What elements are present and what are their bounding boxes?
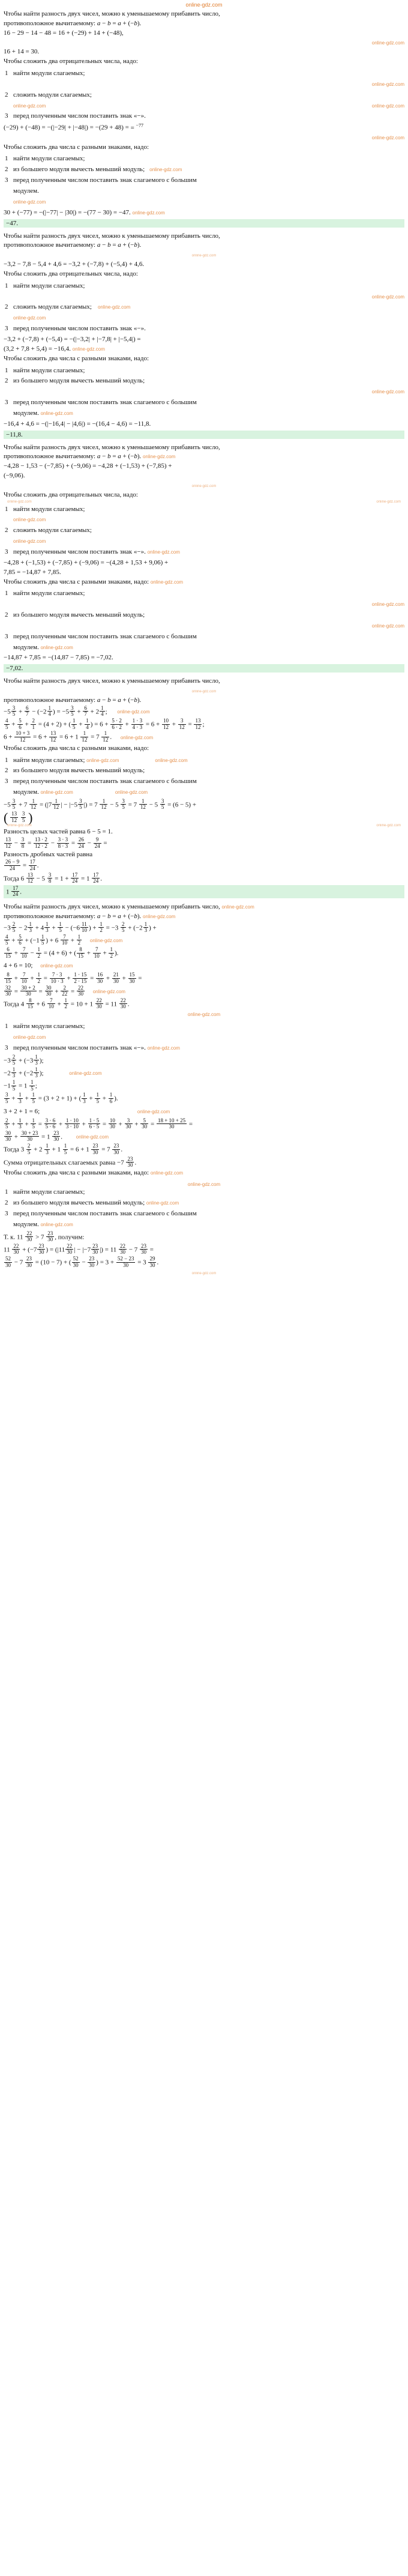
fraction-calc-24: Т. к. 11 $\frac{22}{30}$ > 7 $\frac{23}{30}$ , получим: [4,1230,85,1243]
step-item: модулем. online-gdz.com [13,643,73,651]
fraction-calc-23: Тогда 3 $\frac{2}{5}$ + 2 $\frac{1}{3}$ + 1 $\frac{1}{5}$ = 6 + 1 $\frac{23}{30}$ = 7 $\frac{23}{30}$ . [4,1143,123,1155]
step-item: 2 сложить модули слагаемых; online-gdz.com [5,303,131,311]
step-item: 2 из большего модуля вычесть меньший модуль; [5,767,145,775]
step-item: 2 из большего модуля вычесть меньший модуль; online-gdz.com [5,1199,179,1207]
step-item: 1 найти модули слагаемых; [5,505,85,513]
step-item: 1 найти модули слагаемых; [5,1188,85,1196]
fraction-calc-20: 3 + 2 + 1 = 6; online-gdz.com [4,1107,170,1115]
intro-line: противоположное вычитаемому: a − b = a + (−b). [4,19,142,27]
step-watermark-row: online-gdz.com [371,81,404,87]
calc-line: −3,2 − 7,8 − 5,4 + 4,6 = −3,2 + (−7,8) + (−5,4) + 4,6. [4,261,145,268]
fraction-calc-3: 6 + $\frac{10 + 3}{12}$ = 6 + $\frac{13}{12}$ = 6 + 1 $\frac{1}{12}$ = 7 $\frac{1}{12}$ . online-gdz.com [4,730,154,743]
watermark: online-gdz.com [371,40,404,46]
watermark: online-gdz.com [191,690,217,694]
answer-highlight: −47. [4,219,404,228]
step-item: 1 найти модули слагаемых; [5,366,85,374]
fraction-calc-4: −5 $\frac{3}{5}$ + 7 $\frac{1}{12}$ = (|7 $\frac{1}{12}$ | − |−5 $\frac{3}{5}$ |) = 7 $\frac{1}{12}$ − 5 $\frac{3}{5}$ = 7 $\frac{1}{12}$ − 5 $\frac{3}{5}$ = (6 − 5) + [4,797,197,811]
steps-list [4,589,404,652]
step-item: модулем. online-gdz.com online-gdz.com [13,788,148,796]
calc-line: −16,4 + 4,6 = −(|−16,4| − |4,6|) = −(16,4 − 4,6) = −11,8. [4,420,151,428]
step-item: модулем. [13,187,39,195]
fraction-calc-26: $\frac{52}{30}$ − 7 $\frac{23}{30}$ = (10 − 7) + ( $\frac{52}{30}$ − $\frac{23}{30}$ ) = 3 + $\frac{52 - 23}{30}$ = 3 $\frac{29}{30}$ . [5,1256,159,1268]
intro-line: противоположное вычитаемому: a − b = a + (−b). online-gdz.com [4,453,176,461]
rule-line: Чтобы сложить два отрицательных числа, надо: [4,491,138,498]
step-watermark-row: online-gdz.com [371,389,404,395]
calc-line: 30 + (−77) = −(|−77| − |30|) = −(77 − 30) = −47. online-gdz.com [4,208,165,216]
step-item: 2 сложить модули слагаемых; [5,91,92,98]
rule-line: Чтобы сложить два числа с разными знаками, надо: online-gdz.com [4,578,184,585]
fraction-calc-10: $\frac{4}{5}$ + $\frac{5}{6}$ + (−1 $\frac{1}{5}$ ) + 6 $\frac{7}{10}$ + $\frac{1}{2}$ online-gdz.com [5,933,123,946]
calc-line: (3,2 + 7,8 + 5,4) = −16,4. online-gdz.com [4,345,105,352]
fraction-calc-14: $\frac{32}{30}$ = $\frac{30 + 2}{30}$ = $\frac{30}{30}$ + $\frac{2}{22}$ = $\frac{22}{30}$ online-gdz.com [5,984,125,997]
steps-list [4,1188,404,1229]
intro-line: Чтобы найти разность двух чисел, можно к уменьшаемому прибавить число, [4,443,220,451]
fraction-calc-7: $\frac{26 - 9}{24}$ = $\frac{17}{24}$ . [5,859,39,871]
step-item: 1 найти модули слагаемых; [5,155,85,163]
section-5: Чтобы найти разность двух чисел, можно к уменьшаемому прибавить число, online-gdz.com противоположное вычитаемому: a − b = a + (−b). online-gdz.com −3 $\frac{2}{5}$ − 2 $\frac{1}{3}$ + 4 $\frac{1}{3}$ + $\frac{1}{5}$ − (−6 $\frac{11}{10}$ ) + $\frac{1}{2}$ = −3 $\frac{2}{5}$ + (−2 $\frac{1}{3}$ ) + $\frac{4}{5}$ + $\frac{5}{6}$ + (−1 $\frac{1}{5}$ ) + 6 $\frac{7}{10}$ + $\frac{1}{2}$ online-gdz.com $\frac{6}{15}$ + $\frac{7}{10}$ − $\frac{1}{2}$ = (4 + 6) + ( $\frac{8}{15}$ + $\frac{7}{10}$ + $\frac{1}{2}$ ). 4 + 6 = 10; online-gdz.com $\frac{8}{15}$ + $\frac{7}{10}$ + $\frac{1}{2}$ = $\frac{7 \cdot 3}{10 \cdot 3}$ + $\frac{1 \cdot 15}{2 \cdot 15}$ = $\frac{16}{30}$ + $\frac{21}{30}$ + $\frac{15}{30}$ = $\frac{32}{30}$ = $\frac{30 + 2}{30}$ = $\frac{30}{30}$ + $\frac{2}{22}$ = $\frac{22}{30}$ online-gdz.com Тогда 4 $\frac{8}{15}$ + 6 $\frac{7}{10}$ + $\frac{1}{2}$ = 10 + 1 $\frac{22}{30}$ = 11 $\frac{22}{30}$ . online-gdz.com [0,902,408,1018]
section-6: 1 найти модули слагаемых; online-gdz.com 3 перед полученным числом поставить знак «−». online-gdz.com −3 $\frac{2}{5}$ + (−3 $\frac{1}{3}$ ); −2 $\frac{1}{3}$ + (−2 $\frac{1}{3}$ ); online-gdz.com −1 $\frac{1}{5}$ = 1 $\frac{1}{5}$ ; $\frac{3}{5}$ + $\frac{1}{3}$ + $\frac{1}{5}$ = (3 + 2 + 1) + ( $\frac{1}{3}$ + $\frac{1}{5}$ + $\frac{1}{6}$ ). 3 + 2 + 1 = 6; online-gdz.com $\frac{2}{5}$ + $\frac{1}{3}$ + $\frac{1}{5}$ = $\frac{3 \cdot 6}{5 \cdot 6}$ + $\frac{1 \cdot 10}{3 \cdot 10}$ + $\frac{1 \cdot 5}{6 \cdot 5}$ = $\frac{10}{30}$ + $\frac{3}{30}$ + $\frac{5}{30}$ = $\frac{18 + 10 + 25}{30}$ = $\frac{30}{30}$ + $\frac{30 + 23}{30}$ = 1 $\frac{23}{30}$ . online-gdz.com Тогда 3 $\frac{2}{5}$ + 2 $\frac{1}{3}$ + 1 $\frac{1}{5}$ = 6 + 1 $\frac{23}{30}$ = 7 $\frac{23}{30}$ . Сумма отрицательных слагаемых равна −7 $\frac{23}{30}$ . Чтобы сложить два числа с разными знаками, надо: online-gdz.com online-gdz.com 1 найти модули слагаемых; 2 из большего модуля вычесть меньший модуль; online-gdz.com 3 перед полученным числом поставить знак слагаемого с большим модулем. online-gdz.com Т. к. 11 $\frac{22}{30}$ > 7 $\frac{23}{30}$ , получим: 11 $\frac{22}{30}$ + (−7 $\frac{23}{30}$ ) = (|11 $\frac{22}{30}$ | − |−7 $\frac{23}{30}$ |) = 11 $\frac{22}{30}$ − 7 $\frac{23}{30}$ = $\frac{52}{30}$ − 7 $\frac{23}{30}$ = (10 − 7) + ( $\frac{52}{30}$ − $\frac{23}{30}$ ) = 3 + $\frac{52 - 23}{30}$ = 3 $\frac{29}{30}$ . online-gdz.com [0,1021,408,1277]
steps-list [4,282,404,333]
step-item: online-gdz.com [13,1034,46,1040]
text-line: Сумма отрицательных слагаемых равна −7 $\frac{23}{30}$ . [4,1155,137,1168]
step-item: 1 найти модули слагаемых; [5,282,85,289]
answer-highlight: −11,8. [4,431,404,439]
text-line: Разность дробных частей равна [4,850,93,858]
answer-highlight: 1 $\frac{17}{24}$ . [4,885,404,898]
fraction-calc-21: $\frac{2}{5}$ + $\frac{1}{3}$ + $\frac{1}{5}$ = $\frac{3 \cdot 6}{5 \cdot 6}$ + $\frac{1 \cdot 10}{3 \cdot 10}$ + $\frac{1 \cdot 5}{6 \cdot 5}$ = $\frac{10}{30}$ + $\frac{3}{30}$ + $\frac{5}{30}$ = $\frac{18 + 10 + 25}{30}$ = [5,1117,193,1130]
step-item: 3 перед полученным числом поставить знак «−». [5,112,146,120]
rule-line: Чтобы сложить два числа с разными знаками, надо: [4,143,149,151]
step-item: 2 из большего модуля вычесть меньший модуль; online-gdz.com [5,166,182,174]
section-4: Чтобы найти разность двух чисел, можно к уменьшаемому прибавить число, online-gdz.com противоположное вычитаемому: a − b = a + (−b). −5 $\frac{3}{5}$ + $\frac{6}{7}$ − (−2 $\frac{1}{4}$ ) = −5 $\frac{3}{5}$ + $\frac{6}{7}$ + 2 $\frac{1}{4}$ ; online-gdz.com $\frac{4}{5}$ + $\frac{5}{6}$ + $\frac{2}{1}$ = (4 + 2) + ( $\frac{1}{5}$ + $\frac{1}{4}$ ) = 6 + $\frac{5 \cdot 2}{6 \cdot 2}$ + $\frac{1 \cdot 3}{4 \cdot 3}$ = 6 + $\frac{10}{12}$ + $\frac{3}{12}$ = $\frac{13}{12}$ ; 6 + $\frac{10 + 3}{12}$ = 6 + $\frac{13}{12}$ = 6 + 1 $\frac{1}{12}$ = 7 $\frac{1}{12}$ . online-gdz.com Чтобы сложить два числа с разными знаками, надо: 1 найти модули слагаемых; online-gdz.com online-gdz.com 2 из большего модуля вычесть меньший модуль; 3 перед полученным числом поставить знак слагаемого с большим модулем. online-gdz.com online-gdz.com −5 $\frac{3}{5}$ + 7 $\frac{1}{12}$ = (|7 $\frac{1}{12}$ | − |−5 $\frac{3}{5}$ |) = 7 $\frac{1}{12}$ − 5 $\frac{3}{5}$ = 7 $\frac{1}{12}$ − 5 $\frac{3}{5}$ = (6 − 5) + ( $\frac{13}{12}$ $\frac{3}{5}$ ) online-gdz.com online-gdz.com Разность целых частей равна 6 − 5 = 1. $\frac{13}{12}$ − $\frac{3}{8}$ = $\frac{13 \cdot 2}{12 \cdot 2}$ − $\frac{3 \cdot 3}{8 \cdot 3}$ = $\frac{26}{24}$ − $\frac{9}{24}$ = Разность дробных частей равна $\frac{26 - 9}{24}$ = $\frac{17}{24}$ . Тогда 6 $\frac{13}{12}$ − 5 $\frac{3}{8}$ = 1 + $\frac{17}{24}$ = 1 $\frac{17}{24}$ . 1 $\frac{17}{24}$ . [0,676,408,899]
step-watermark-row: online-gdz.com [13,315,46,321]
rule-line: Чтобы сложить два отрицательных числа, надо: [4,270,138,277]
rule-line: Чтобы сложить два числа с разными знаками, надо: [4,744,149,752]
step-watermark-row: online-gdz.com [13,517,46,523]
fraction-calc-2: $\frac{4}{5}$ + $\frac{5}{6}$ + $\frac{2}{1}$ = (4 + 2) + ( $\frac{1}{5}$ + $\frac{1}{4}$ ) = 6 + $\frac{5 \cdot 2}{6 \cdot 2}$ + $\frac{1 \cdot 3}{4 \cdot 3}$ = 6 + $\frac{10}{12}$ + $\frac{3}{12}$ = $\frac{13}{12}$ ; [5,718,205,730]
watermark: online-gdz.com [191,254,217,258]
step-watermark-row: online-gdz.com [371,602,404,608]
rule-line: Чтобы сложить два числа с разными знаками, надо: online-gdz.com [4,1169,184,1177]
fraction-calc-1: −5 $\frac{3}{5}$ + $\frac{6}{7}$ − (−2 $\frac{1}{4}$ ) = −5 $\frac{3}{5}$ + $\frac{6}{7}$ + 2 $\frac{1}{4}$ ; online-gdz.com [4,704,150,718]
steps-list [4,154,404,206]
steps-list [4,1022,404,1053]
calc-line: −3,2 + (−7,8) + (−5,4) = −(|−3,2| + |−7,8| + |−5,4|) = [4,335,141,343]
step-item: 1 найти модули слагаемых; [5,70,85,77]
fraction-calc-22: $\frac{30}{30}$ + $\frac{30 + 23}{30}$ = 1 $\frac{23}{30}$ . online-gdz.com [5,1129,109,1143]
step-item: 3 перед полученным числом поставить знак «−». online-gdz.com [5,548,180,555]
fraction-calc-16: −3 $\frac{2}{5}$ + (−3 $\frac{1}{3}$ ); [4,1053,44,1066]
fraction-calc-9: −3 $\frac{2}{5}$ − 2 $\frac{1}{3}$ + 4 $\frac{1}{3}$ + $\frac{1}{5}$ − (−6 $\frac{11}{10}$ ) + $\frac{1}{2}$ = −3 $\frac{2}{5}$ + (−2 $\frac{1}{3}$ ) + [4,921,157,933]
fraction-calc-19: $\frac{3}{5}$ + $\frac{1}{3}$ + $\frac{1}{5}$ = (3 + 2 + 1) + ( $\frac{1}{3}$ + $\frac{1}{5}$ + $\frac{1}{6}$ ). [5,1092,118,1104]
step-item: модулем. online-gdz.com [13,409,73,417]
fraction-calc-15: Тогда 4 $\frac{8}{15}$ + 6 $\frac{7}{10}$ + $\frac{1}{2}$ = 10 + 1 $\frac{22}{30}$ = 11 $\frac{22}{30}$ . [4,997,130,1010]
calc-line: 16 + 14 = 30. [4,48,40,56]
rule-line: Чтобы сложить два отрицательных числа, надо: [4,58,138,65]
step-item: 3 перед полученным числом поставить знак слагаемого с большим [5,778,197,785]
intro-line: противоположное вычитаемому: a − b = a + (−b). online-gdz.com [4,912,176,920]
step-item: модулем. online-gdz.com [13,1220,73,1228]
watermark: online-gdz.com [371,135,404,141]
text-line: Разность целых частей равна 6 − 5 = 1. [4,828,113,836]
steps-list [4,366,404,418]
intro-line: Чтобы найти разность двух чисел, можно к уменьшаемому прибавить число, [4,10,220,17]
step-item: 1 найти модули слагаемых; online-gdz.com online-gdz.com [5,756,188,764]
calc-line: (−29) + (−48) = −(|−29| + |−48|) = −(29 + 48) = = $^{-77}$ [4,122,144,132]
section-1 [0,9,408,228]
fraction-calc-25: 11 $\frac{22}{30}$ + (−7 $\frac{23}{30}$ ) = (|11 $\frac{22}{30}$ | − |−7 $\frac{23}{30}$ |) = 11 $\frac{22}{30}$ − 7 $\frac{23}{30}$ = [4,1242,154,1256]
step-watermark-row: online-gdz.com [371,294,404,300]
step-item: 3 перед полученным числом поставить знак слагаемого с большим [5,632,197,640]
step-item: 3 перед полученным числом поставить знак слагаемого с большим [5,177,197,184]
calc-line: (−9,06). [4,472,25,480]
section-2 [0,231,408,440]
step-watermark-row: online-gdz.com [371,623,404,629]
worksheet-page [0,0,408,1277]
calc-line: 7,85 = −14,87 + 7,85. [4,568,61,576]
step-item: 2 сложить модули слагаемых; [5,527,92,534]
fraction-calc-6: $\frac{13}{12}$ − $\frac{3}{8}$ = $\frac{13 \cdot 2}{12 \cdot 2}$ − $\frac{3 \cdot 3}{8 \cdot 3}$ = $\frac{26}{24}$ − $\frac{9}{24}$ = [5,836,107,849]
fraction-calc-11: $\frac{6}{15}$ + $\frac{7}{10}$ − $\frac{1}{2}$ = (4 + 6) + ( $\frac{8}{15}$ + $\frac{7}{10}$ + $\frac{1}{2}$ ). [5,946,119,959]
fraction-calc-8: Тогда 6 $\frac{13}{12}$ − 5 $\frac{3}{8}$ = 1 + $\frac{17}{24}$ = 1 $\frac{17}{24}$ . [4,871,102,884]
step-item: 3 перед полученным числом поставить знак «−». online-gdz.com [5,1044,180,1051]
calc-line: −14,87 + 7,85 = −(14,87 − 7,85) = −7,02. [4,654,113,662]
step-item: 2 из большего модуля вычесть меньший модуль; [5,377,145,385]
intro-line: Чтобы найти разность двух чисел, можно к уменьшаемому прибавить число, [4,677,220,685]
step-item: 3 перед полученным числом поставить знак «−». [5,325,146,333]
steps-list [4,69,404,121]
fraction-calc-12: 4 + 6 = 10; online-gdz.com [4,962,73,970]
calc-line: 16 − 29 − 14 − 48 = 16 + (−29) + 14 + (−48), [4,29,124,37]
steps-list [4,756,404,797]
answer-highlight: −7,02. [4,664,404,673]
steps-list [4,505,404,557]
step-item: 1 найти модули слагаемых; [5,1023,85,1030]
step-item: 3 перед полученным числом поставить знак слагаемого с большим [5,1209,197,1217]
section-3: Чтобы найти разность двух чисел, можно к уменьшаемому прибавить число, противоположное вычитаемому: a − b = a + (−b). online-gdz.com −4,28 − 1,53 − (−7,85) + (−9,06) = −4,28 + (−1,53) + (−7,85) + (−9,06). online-gdz.com Чтобы сложить два отрицательных числа, надо: online-gdz.com online-gdz.com 1 найти модули слагаемых; online-gdz.com 2 сложить модули слагаемых; online-gdz.com 3 перед полученным числом поставить знак «−». online-gdz.com −4,28 + (−1,53) + (−7,85) + (−9,06) = −(4,28 + 1,53 + 9,06) + 7,85 = −14,87 + 7,85. Чтобы сложить два числа с разными знаками, надо: online-gdz.com 1 найти модули слагаемых; online-gdz.com 2 из большего модуля вычесть меньший модуль; online-gdz.com 3 перед полученным числом поставить знак слагаемого с большим модулем. online-gdz.com −14,87 + 7,85 = −(14,87 − 7,85) = −7,02. −7,02. [4,443,404,673]
rule-line: Чтобы сложить два числа с разными знаками, надо: [4,354,149,362]
step-watermark-row: online-gdz.com [13,199,46,205]
intro-line: противоположное вычитаемому: a − b = a + (−b). [4,696,142,704]
top-watermark: online-gdz.com [185,2,223,8]
step-watermark-row: online-gdz.com online-gdz.com [13,103,404,109]
intro-line: противоположное вычитаемому: a − b = a + (−b). [4,241,142,249]
fraction-calc-13: $\frac{8}{15}$ + $\frac{7}{10}$ + $\frac{1}{2}$ = $\frac{7 \cdot 3}{10 \cdot 3}$ + $\frac{1 \cdot 15}{2 \cdot 15}$ = $\frac{16}{30}$ + $\frac{21}{30}$ + $\frac{15}{30}$ = [5,972,142,984]
step-item: 3 перед полученным числом поставить знак слагаемого с большим [5,399,197,407]
fraction-calc-5: ( $\frac{13}{12}$ $\frac{3}{5}$ ) [4,810,33,826]
intro-line: Чтобы найти разность двух чисел, можно к уменьшаемому прибавить число, online-gdz.com [4,903,254,910]
step-item: 2 из большего модуля вычесть меньший модуль; [5,611,145,619]
watermark: online-gdz.com [191,484,217,488]
calc-line: −4,28 + (−1,53) + (−7,85) + (−9,06) = −(4,28 + 1,53 + 9,06) + [4,558,169,566]
fraction-calc-17: −2 $\frac{1}{3}$ + (−2 $\frac{1}{3}$ ); online-gdz.com [4,1066,102,1079]
fraction-calc-18: −1 $\frac{1}{5}$ = 1 $\frac{1}{5}$ ; [4,1079,37,1092]
step-item: 1 найти модули слагаемых; [5,590,85,597]
intro-line: Чтобы найти разность двух чисел, можно к уменьшаемому прибавить число, [4,232,220,240]
step-watermark-row: online-gdz.com [13,539,46,545]
calc-line: −4,28 − 1,53 − (−7,85) + (−9,06) = −4,28 + (−1,53) + (−7,85) + [4,462,172,470]
